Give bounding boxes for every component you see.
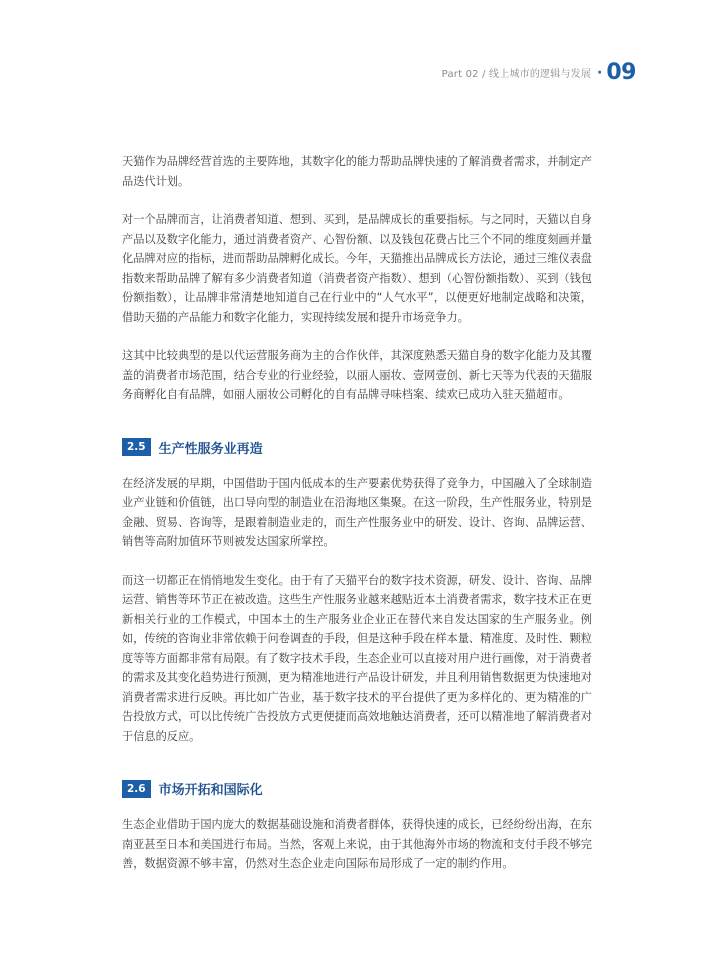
- section-title: 市场开拓和国际化: [158, 783, 263, 798]
- header-separator-dot: ·: [597, 64, 603, 81]
- section-heading-2-5: [122, 438, 592, 457]
- main-content: [122, 152, 592, 893]
- section-title: 生产性服务业再造: [158, 441, 263, 457]
- section-number-badge: 2.6: [122, 780, 151, 798]
- intro-paragraph-2: 对一个品牌而言，让消费者知道、想到、买到，是品牌成长的重要指标。与之同时，天猫以自身产品以及数字化能力，通过消费者资产、心智份额、以及钱包花费占比三个不同的维度刻画并量化品牌对应的指标，进而帮助品牌孵化成长。今年，天猫推出品牌成长方法论，通过三维仪表盘指数来帮助品牌了解有多少消费者知道（消费者资产指数）、想到（心智份额指数）、买到（钱包份额指数），让品牌非常清楚地知道自己在行业中的“人气水平”，以便更好地制定战略和决策，借助天猫的产品能力和数字化能力，实现持续发展和提升市场竞争力。: [122, 213, 592, 324]
- header-section-label: Part 02 / 线上城市的逻辑与发展: [441, 69, 592, 80]
- section-2-6-paragraph-1: 生态企业借助于国内庞大的数据基础设施和消费者群体，获得快速的成长，已经纷纷出海，在东南亚甚至日本和美国进行布局。当然，客观上来说，由于其他海外市场的物流和支付手段不够完善，数据资源不够丰富，仍然对生态企业走向国际布局形成了一定的制约作用。: [122, 818, 592, 870]
- section-2-5-paragraph-2: 而这一切都正在悄悄地发生变化。由于有了天猫平台的数字技术资源，研发、设计、咨询、品牌运营、销售等环节正在被改造。这些生产性服务业越来越贴近本土消费者需求，数字技术正在更新相关行业的工作模式，中国本土的生产服务业企业正在替代来自发达国家的生产服务业。例如，传统的咨询业非常依赖于问卷调查的手段，但是这种手段在样本量、精准度、及时性、颗粒度等等方面都非常有局限。有了数字技术手段，生态企业可以直接对用户进行画像，对于消费者的需求及其变化趋势进行预测，更为精准地进行产品设计研发，并且利用销售数据更为快速地对消费者需求进行反映。再比如广告业，基于数字技术的平台提供了更为多样化的、更为精准的广告投放方式，可以比传统广告投放方式更便捷而高效地触达消费者，还可以精准地了解消费者对于信息的反应。: [122, 573, 592, 743]
- section-2-5-paragraph-1: 在经济发展的早期，中国借助于国内低成本的生产要素优势获得了竞争力，中国融入了全球制造业产业链和价值链，出口导向型的制造业在沿海地区集聚。在这一阶段，生产性服务业，特别是金融、贸易、咨询等，是跟着制造业走的，而生产性服务业中的研发、设计、咨询、品牌运营、销售等高附加值环节则被发达国家所掌控。: [122, 476, 592, 548]
- page-header: [442, 60, 636, 85]
- intro-paragraph-3: 这其中比较典型的是以代运营服务商为主的合作伙伴，其深度熟悉天猫自身的数字化能力及其覆盖的消费者市场范围，结合专业的行业经验，以丽人丽妆、壹网壹创、新七天等为代表的天猫服务商孵化自有品牌，如丽人丽妆公司孵化的自有品牌寻味档案、续欢已成功入驻天猫超市。: [122, 349, 592, 401]
- page-number: 09: [606, 60, 636, 85]
- intro-paragraph-1: 天猫作为品牌经营首选的主要阵地，其数字化的能力帮助品牌快速的了解消费者需求，并制定产品迭代计划。: [122, 155, 592, 188]
- section-number-badge: 2.5: [122, 438, 151, 456]
- section-heading-2-6: [122, 779, 592, 798]
